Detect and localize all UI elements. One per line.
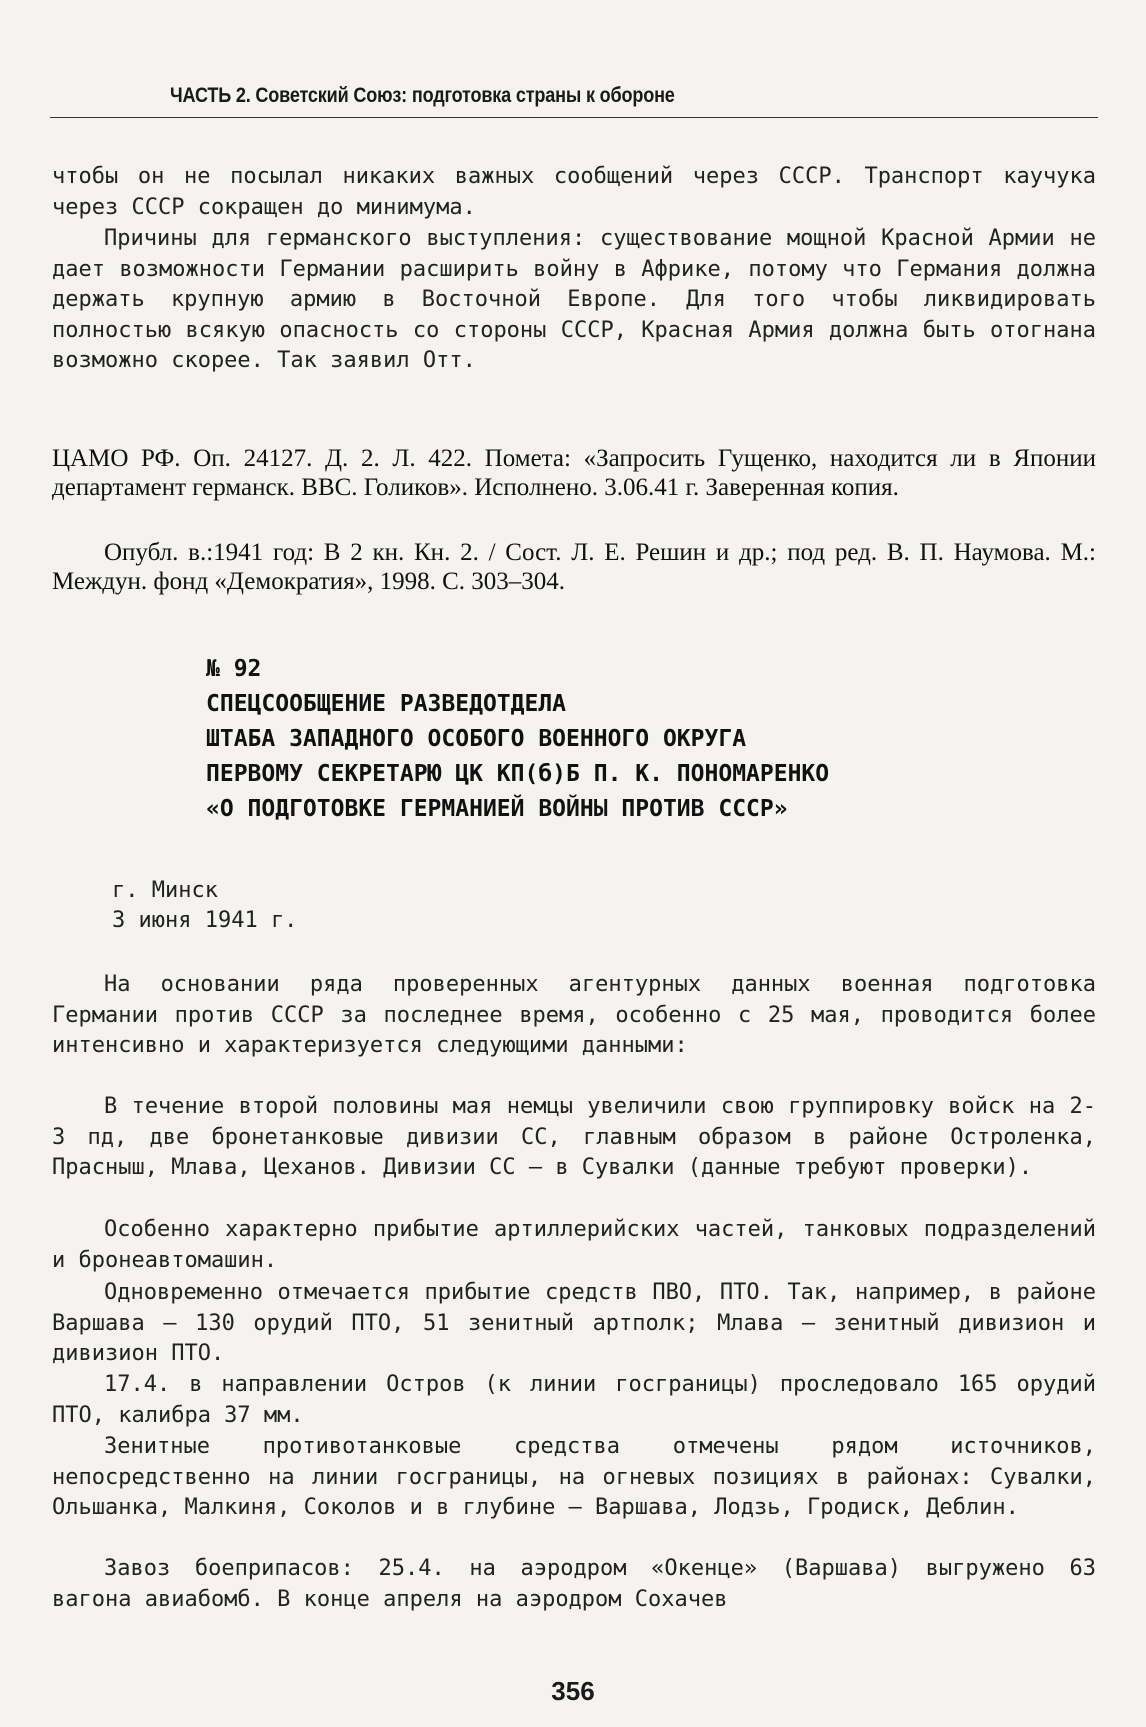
- body-paragraph: В течение второй половины мая немцы увеличили свою группировку войск на 2-3 пд, две бронетанковые дивизии СС, главным образом в районе Остроленка, Прасныш, Млава, Цеханов. Дивизии СС – в Сувалки (данные требуют проверки).: [52, 1094, 1096, 1180]
- prev-doc-paragraph: Причины для германского выступления: существование мощной Красной Армии не дает возможности Германии расширить войну в Африке, потому что Германия должна держать крупную армию в Восточной Европе. Для того чтобы ликвидировать полностью всякую опасность со стороны СССР, Красная Армия должна быть отогнана возможно скорее. Так заявил Отт.: [52, 226, 1096, 373]
- body-paragraph: На основании ряда проверенных агентурных данных военная подготовка Германии против СССР за последнее время, особенно с 25 мая, проводится более интенсивно и характеризуется следующими данными:: [52, 972, 1096, 1058]
- archive-note: ЦАМО РФ. Оп. 24127. Д. 2. Л. 422. Помета: «Запросить Гущенко, находится ли в Японии департамент германск. ВВС. Голиков». Исполнено. 3.06.41 г. Заверенная копия.: [52, 445, 1096, 501]
- publication-note: Опубл. в.:1941 год: В 2 кн. Кн. 2. / Сост. Л. Е. Решин и др.; под ред. В. П. Наумова. М.: Междун. фонд «Демократия», 1998. С. 303–304.: [52, 539, 1096, 595]
- body-paragraph: Завоз боеприпасов: 25.4. на аэродром «Окенце» (Варшава) выгружено 63 вагона авиабомб. В конце апреля на аэродром Сохачев: [52, 1556, 1096, 1612]
- document-number: № 92: [206, 656, 262, 682]
- page-number: 356: [551, 1676, 595, 1706]
- document-title-line: «О ПОДГОТОВКЕ ГЕРМАНИЕЙ ВОЙНЫ ПРОТИВ СССР»: [206, 796, 788, 822]
- body-paragraph: Зенитные противотанковые средства отмечены рядом источников, непосредственно на линии госграницы, на огневых позициях в районах: Сувалки, Ольшанка, Малкиня, Соколов и в глубине – Варшава, Лодзь, Гродиск, Деблин.: [52, 1434, 1096, 1520]
- document-title-line: СПЕЦСООБЩЕНИЕ РАЗВЕДОТДЕЛА: [206, 691, 567, 717]
- document-place: г. Минск: [112, 878, 218, 903]
- document-date: 3 июня 1941 г.: [112, 908, 298, 933]
- document-title-line: ШТАБА ЗАПАДНОГО ОСОБОГО ВОЕННОГО ОКРУГА: [206, 726, 747, 752]
- body-paragraph: Одновременно отмечается прибытие средств ПВО, ПТО. Так, например, в районе Варшава – 130 орудий ПТО, 51 зенитный артполк; Млава – зенитный дивизион и дивизион ПТО.: [52, 1280, 1096, 1366]
- body-paragraph: 17.4. в направлении Остров (к линии госграницы) проследовало 165 орудий ПТО, калибра 37 мм.: [52, 1372, 1096, 1428]
- prev-doc-continuation: чтобы он не посылал никаких важных сообщений через СССР. Транспорт каучука через СССР сокращен до минимума.: [52, 164, 1096, 220]
- place-date-block: [112, 876, 297, 936]
- body-paragraph: Особенно характерно прибытие артиллерийских частей, танковых подразделений и бронеавтомашин.: [52, 1217, 1096, 1273]
- running-header: ЧАСТЬ 2. Советский Союз: подготовка страны к обороне: [170, 84, 675, 107]
- document-title-line: ПЕРВОМУ СЕКРЕТАРЮ ЦК КП(б)Б П. К. ПОНОМАРЕНКО: [206, 761, 830, 787]
- document-heading: [206, 652, 829, 827]
- header-divider: [50, 117, 1098, 118]
